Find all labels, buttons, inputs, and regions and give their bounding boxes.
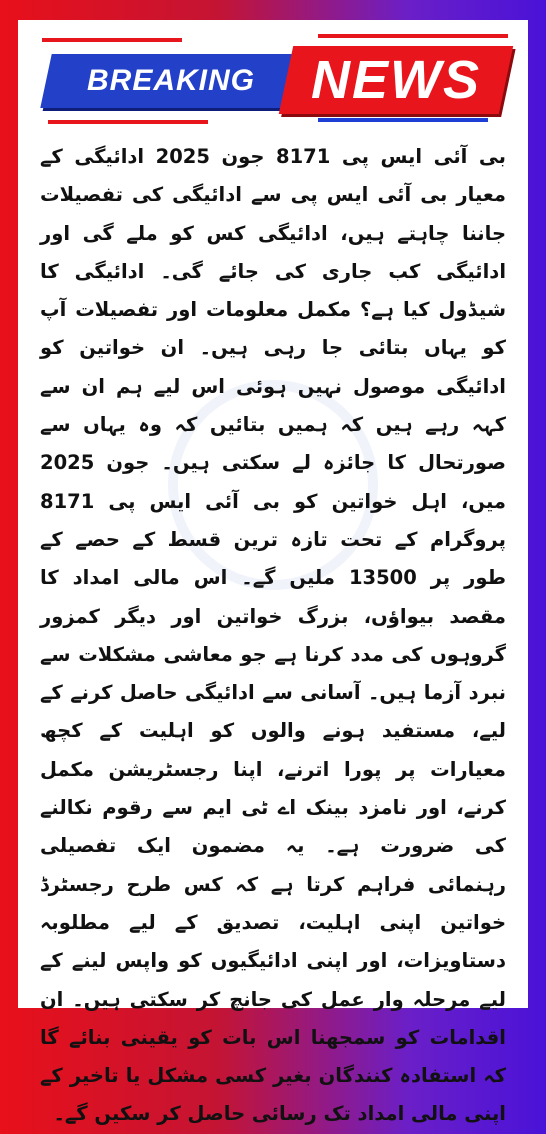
decor-stripe <box>318 118 488 122</box>
news-label-box <box>279 46 513 114</box>
decor-stripe <box>318 34 508 38</box>
breaking-label: BREAKING <box>86 64 255 97</box>
news-label: NEWS <box>311 50 481 110</box>
decor-stripe <box>48 120 208 124</box>
article-body: بی آئی ایس پی 8171 جون 2025 ادائیگی کے معیار بی آئی ایس پی سے ادائیگی کی تفصیلات جاننا چاہتے ہیں، ادائیگی کس کو ملے گی اور ادائیگی کب جاری کی جائے گی۔ ادائیگی کا شیڈول کیا ہے؟ مکمل معلومات اور تفصیلات آپ کو یہاں بتائی جا رہی ہیں۔ ان خواتین کو ادائیگی موصول نہیں ہوئی اس لیے ہم ان سے کہہ رہے ہیں کہ ہمیں بتائیں کہ وہ یہاں سے صورتحال کا جائزہ لے سکتی ہیں۔ جون 2025 میں، اہل خواتین کو بی آئی ایس پی 8171 پروگرام کے تحت تازہ ترین قسط کے حصے کے طور پر 13500 ملیں گے۔ اس مالی امداد کا مقصد بیواؤں، بزرگ خواتین اور دیگر کمزور گروہوں کی مدد کرنا ہے جو معاشی مشکلات سے نبرد آزما ہیں۔ آسانی سے ادائیگی حاصل کرنے کے لیے، مستفید ہونے والوں کو اہلیت کے کچھ معیارات پر پورا اترنے، اپنا رجسٹریشن مکمل کرنے، اور نامزد بینک اے ٹی ایم سے رقوم نکالنے کی ضرورت ہے۔ یہ مضمون ایک تفصیلی رہنمائی فراہم کرتا ہے کہ کس طرح رجسٹرڈ خواتین اپنی اہلیت، تصدیق کے لیے مطلوبہ دستاویزات، اور اپنی ادائیگیوں کو واپس لینے کے لیے مرحلہ وار عمل کی جانچ کر سکتی ہیں۔ ان اقدامات کو سمجھنا اس بات کو یقینی بنائے گا کہ استفادہ کنندگان بغیر کسی مشکل یا تاخیر کے اپنی مالی امداد تک رسائی حاصل کر سکیں گے۔ <box>40 145 506 1126</box>
breaking-news-banner <box>18 20 528 130</box>
breaking-label-box <box>40 54 301 108</box>
news-card <box>18 20 528 1126</box>
decor-stripe <box>42 38 182 42</box>
